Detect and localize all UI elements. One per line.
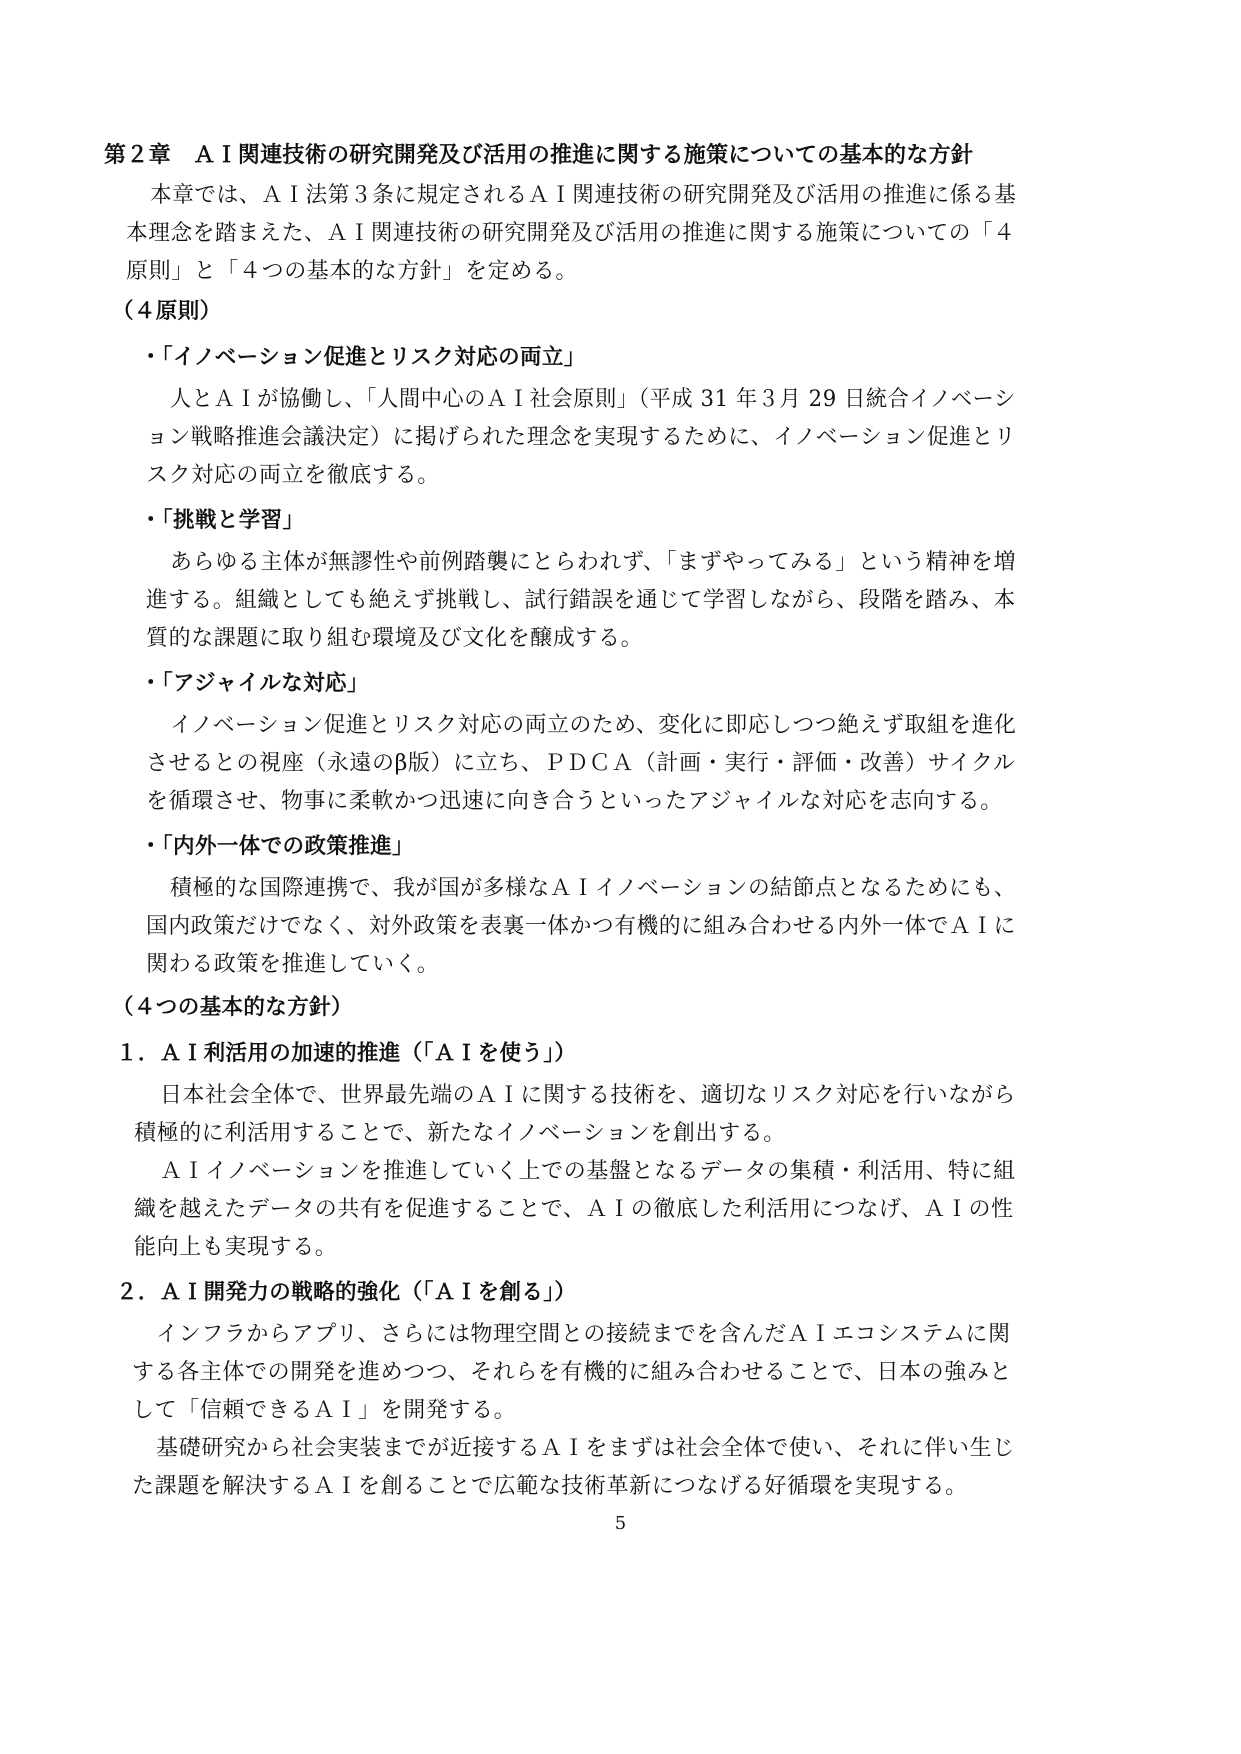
policies-heading: （４つの基本的な方針） bbox=[112, 995, 353, 1020]
policy-heading: １．ＡＩ利活用の加速的推進（「ＡＩを使う」） bbox=[116, 1041, 577, 1066]
policy-line: インフラからアプリ、さらには物理空間との接続までを含んだＡＩエコシステムに関 bbox=[156, 1322, 1011, 1347]
policy-line: た課題を解決するＡＩを創ることで広範な技術革新につなげる好循環を実現する。 bbox=[132, 1474, 968, 1499]
principle-line: 質的な課題に取り組む環境及び文化を醸成する。 bbox=[146, 626, 644, 651]
policy-line: 積極的に利活用することで、新たなイノベーションを創出する。 bbox=[134, 1121, 786, 1146]
principle-heading: ・「挑戦と学習」 bbox=[140, 508, 305, 533]
principles-heading: （４原則） bbox=[112, 299, 222, 324]
page-number: 5 bbox=[614, 1513, 627, 1534]
principle-line: を循環させ、物事に柔軟かつ迅速に向き合うといったアジャイルな対応を志向する。 bbox=[146, 789, 1003, 814]
principle-line: ョン戦略推進会議決定）に掲げられた理念を実現するために、イノベーション促進とリ bbox=[146, 425, 1017, 450]
policy-line: して「信頼できるＡＩ」を開発する。 bbox=[132, 1398, 517, 1423]
policy-heading: ２．ＡＩ開発力の戦略的強化（「ＡＩを創る」） bbox=[116, 1280, 577, 1305]
principle-line: イノベーション促進とリスク対応の両立のため、変化に即応しつつ絶えず取組を進化 bbox=[170, 713, 1017, 738]
policy-line: 日本社会全体で、世界最先端のＡＩに関する技術を、適切なリスク対応を行いながら bbox=[160, 1083, 1016, 1108]
chapter-title: 第２章 ＡＩ関連技術の研究開発及び活用の推進に関する施策についての基本的な方針 bbox=[104, 143, 974, 168]
principle-line: 人とＡＩが協働し、「人間中心のＡＩ社会原則」（平成 31 年３月 29 日統合イノベーシ bbox=[170, 387, 1016, 412]
intro-line: 本理念を踏まえた、ＡＩ関連技術の研究開発及び活用の推進に関する施策についての「４ bbox=[126, 221, 1016, 246]
principle-line: 積極的な国際連携で、我が国が多様なＡＩイノベーションの結節点となるためにも、 bbox=[170, 876, 1017, 901]
intro-line: 本章では、ＡＩ法第３条に規定されるＡＩ関連技術の研究開発及び活用の推進に係る基 bbox=[150, 183, 1017, 208]
policy-line: 基礎研究から社会実装までが近接するＡＩをまずは社会全体で使い、それに伴い生じ bbox=[156, 1436, 1015, 1461]
policy-line: ＡＩイノベーションを推進していく上での基盤となるデータの集積・利活用、特に組 bbox=[160, 1159, 1016, 1184]
principle-line: 進する。組織としても絶えず挑戦し、試行錯誤を通じて学習しながら、段階を踏み、本 bbox=[146, 588, 1016, 613]
policy-line: 能向上も実現する。 bbox=[134, 1235, 338, 1260]
principle-heading: ・「イノベーション促進とリスク対応の両立」 bbox=[140, 345, 586, 370]
principle-heading: ・「アジャイルな対応」 bbox=[140, 671, 369, 696]
principle-line: 関わる政策を推進していく。 bbox=[146, 952, 440, 977]
principle-line: させるとの視座（永遠のβ版）に立ち、ＰＤＣＡ（計画・実行・評価・改善）サイクル bbox=[146, 751, 1016, 776]
principle-line: 国内政策だけでなく、対外政策を表裏一体かつ有機的に組み合わせる内外一体でＡＩに bbox=[146, 914, 1016, 939]
policy-line: する各主体での開発を進めつつ、それらを有機的に組み合わせることで、日本の強みと bbox=[132, 1360, 1013, 1385]
intro-line: 原則」と「４つの基本的な方針」を定める。 bbox=[126, 259, 579, 284]
policy-line: 織を越えたデータの共有を促進することで、ＡＩの徹底した利活用につなげ、ＡＩの性 bbox=[134, 1197, 1014, 1222]
principle-heading: ・「内外一体での政策推進」 bbox=[140, 834, 414, 859]
principle-line: スク対応の両立を徹底する。 bbox=[146, 463, 440, 488]
principle-line: あらゆる主体が無謬性や前例踏襲にとらわれず、「まずやってみる」という精神を増 bbox=[170, 550, 1017, 575]
